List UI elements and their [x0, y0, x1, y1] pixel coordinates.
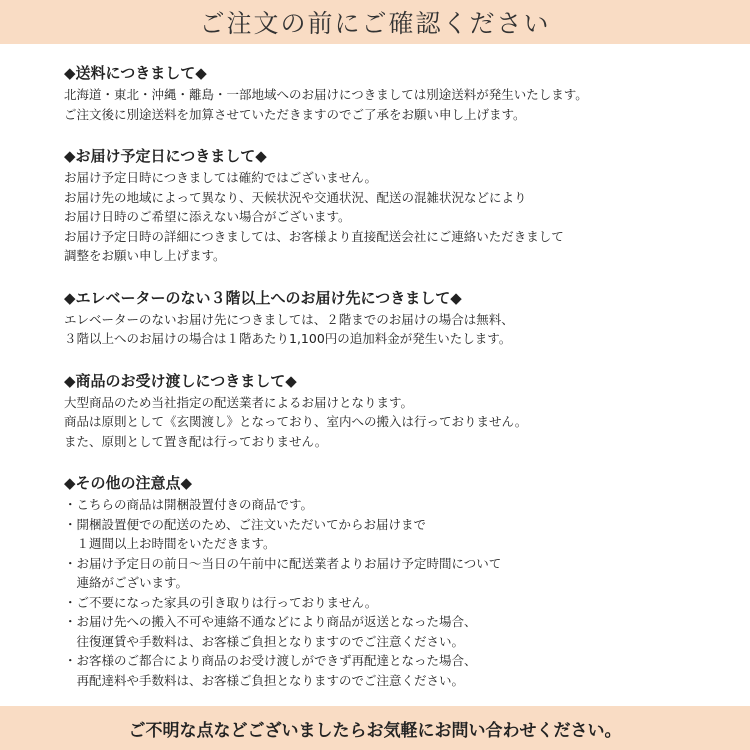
section-handover: [64, 372, 714, 452]
header-bar: [0, 0, 750, 44]
section-line: お届け日時のご希望に添えない場合がございます。: [64, 209, 351, 224]
section-line: また、原則として置き配は行っておりません。: [64, 433, 328, 449]
section-line: １週間以上お時間をいただきます。: [64, 536, 276, 551]
section-line: お届け先の地域によって異なり、天候状況や交通状況、配送の混雑状況などにより: [64, 189, 527, 205]
section-title: ◆商品のお受け渡しにつきまして◆: [64, 371, 297, 390]
section-line: ３階以上へのお届けの場合は１階あたり1,100円の追加料金が発生いたします。: [64, 331, 512, 346]
section-line: 大型商品のため当社指定の配送業者によるお届けとなります。: [64, 394, 414, 410]
section-line: お届け予定日時につきましては確約ではございません。: [64, 170, 378, 185]
section-line: ・お客様のご都合により商品のお受け渡しができず再配達となった場合、: [64, 653, 477, 668]
section-line: 調整をお願い申し上げます。: [64, 248, 226, 263]
section-no-elevator: [64, 289, 714, 349]
section-line: お届け予定日時の詳細につきましては、お客様より直接配送会社にご連絡いただきまして: [64, 228, 564, 244]
section-line: ・お届け予定日の前日～当日の午前中に配送業者よりお届け予定時間について: [64, 555, 502, 571]
section-title: ◆その他の注意点◆: [64, 474, 193, 492]
section-line: 商品は原則として《玄関渡し》となっており、室内への搬入は行っておりません。: [64, 414, 528, 429]
section-line: 往復運賃や手数料は、お客様ご負担となりますのでご注意ください。: [64, 633, 465, 649]
section-line: 北海道・東北・沖縄・離島・一部地域へのお届けにつきましては別途送料が発生いたします。: [64, 87, 588, 102]
notice-content: [64, 64, 714, 713]
section-title: ◆送料につきまして◆: [64, 64, 207, 82]
section-line: ご注文後に別途送料を加算させていただきますのでご了承をお願い申し上げます。: [64, 106, 526, 122]
section-line: 連絡がございます。: [64, 575, 189, 590]
footer-bar: [0, 706, 750, 750]
section-line: ・こちらの商品は開梱設置付きの商品です。: [64, 497, 314, 512]
section-title: ◆エレベーターのない３階以上へのお届け先につきまして◆: [64, 288, 462, 307]
section-title: ◆お届け予定日につきまして◆: [64, 147, 267, 165]
section-line: ・ご不要になった家具の引き取りは行っておりません。: [64, 594, 378, 610]
section-shipping-fee: [64, 64, 714, 124]
section-line: 再配達料や手数料は、お客様ご負担となりますのでご注意ください。: [64, 672, 465, 688]
section-other-notes: [64, 474, 714, 690]
section-line: ・お届け先への搬入不可や連絡不通などにより商品が返送となった場合、: [64, 614, 477, 629]
section-delivery-date: [64, 147, 714, 266]
footer-message: ご不明な点などございましたらお気軽にお問い合わせください。: [128, 720, 622, 741]
section-line: ・開梱設置便での配送のため、ご注文いただいてからお届けまで: [64, 516, 427, 532]
section-line: エレベーターのないお届け先につきましては、２階までのお届けの場合は無料、: [64, 311, 514, 327]
page-title: ご注文の前にご確認ください: [199, 9, 551, 38]
